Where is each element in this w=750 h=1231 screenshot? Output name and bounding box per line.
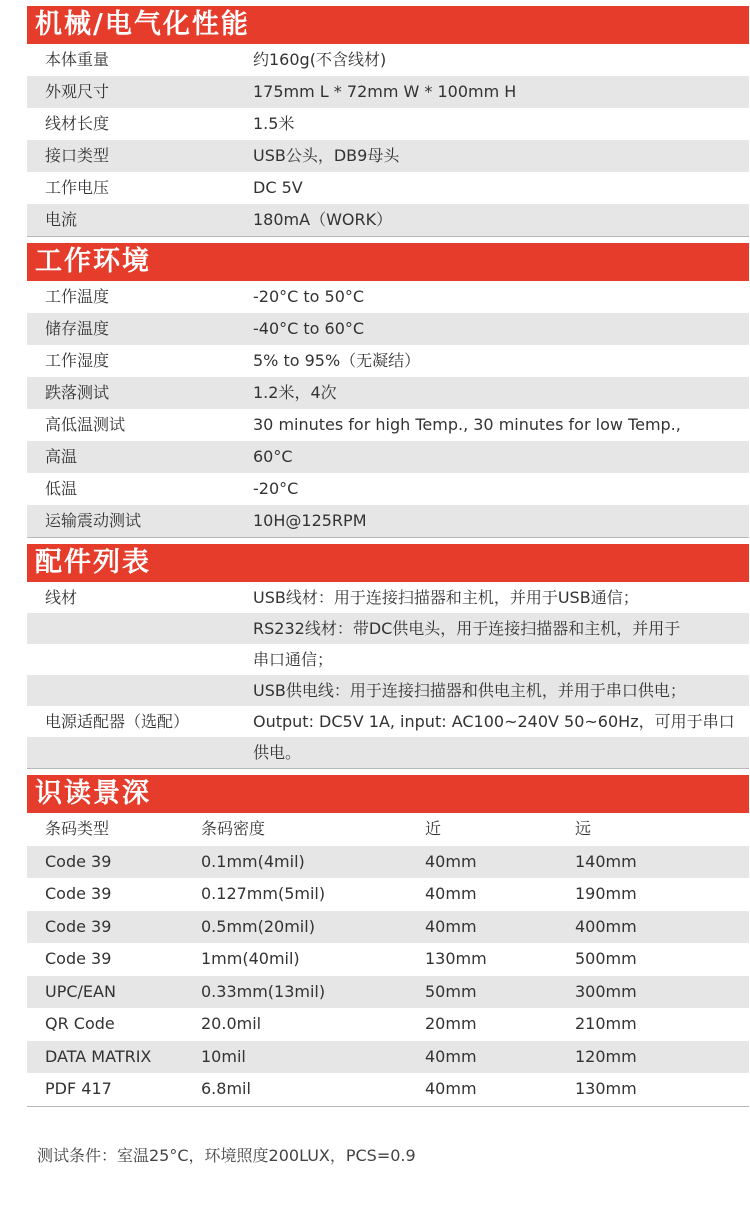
spec-value: 175mm L * 72mm W * 100mm H bbox=[253, 82, 517, 101]
spec-row bbox=[27, 281, 749, 313]
spec-row bbox=[27, 108, 749, 140]
table-cell: DATA MATRIX bbox=[45, 1046, 152, 1066]
section-title: 机械/电气化性能 bbox=[27, 6, 749, 44]
accessory-row bbox=[27, 675, 749, 706]
section-title: 识读景深 bbox=[27, 775, 749, 813]
column-header: 近 bbox=[425, 819, 442, 838]
accessory-label bbox=[27, 644, 253, 675]
table-cell: 50mm bbox=[425, 981, 477, 1001]
spec-value: -20°C to 50°C bbox=[253, 287, 365, 306]
table-cell: 0.127mm(5mil) bbox=[201, 884, 326, 903]
accessory-label: 线材 bbox=[45, 588, 78, 607]
spec-value: 1.5米 bbox=[253, 114, 295, 133]
table-cell: 10mil bbox=[201, 1046, 246, 1066]
table-cell: 20mm bbox=[425, 1014, 477, 1033]
spec-value: 30 minutes for high Temp., 30 minutes for low Temp., bbox=[253, 415, 681, 434]
table-cell: 40mm bbox=[425, 884, 477, 903]
table-cell: QR Code bbox=[45, 1014, 115, 1033]
spec-label: 本体重量 bbox=[45, 50, 110, 69]
spec-row bbox=[27, 140, 749, 172]
spec-label: 低温 bbox=[45, 479, 78, 498]
accessory-row bbox=[27, 582, 749, 613]
table-cell: 0.1mm(4mil) bbox=[201, 851, 305, 871]
spec-value: 1.2米，4次 bbox=[253, 383, 337, 402]
accessory-value: USB线材：用于连接扫描器和主机，并用于USB通信； bbox=[253, 588, 639, 607]
accessory-row bbox=[27, 613, 749, 644]
table-cell: 500mm bbox=[575, 949, 637, 968]
accessory-value: RS232线材：带DC供电头，用于连接扫描器和主机，并用于 bbox=[253, 619, 681, 638]
column-header: 远 bbox=[575, 819, 592, 838]
table-row bbox=[27, 911, 749, 944]
spec-row bbox=[27, 204, 749, 236]
accessory-value: USB供电线：用于连接扫描器和供电主机，并用于串口供电； bbox=[253, 681, 686, 700]
spec-row bbox=[27, 409, 749, 441]
spec-row bbox=[27, 377, 749, 409]
table-cell: Code 39 bbox=[45, 916, 112, 936]
table-cell: 140mm bbox=[575, 851, 637, 871]
table-cell: 0.5mm(20mil) bbox=[201, 916, 315, 936]
table-row bbox=[27, 846, 749, 879]
spec-label: 跌落测试 bbox=[45, 383, 110, 402]
table-cell: 40mm bbox=[425, 1046, 477, 1066]
spec-row bbox=[27, 345, 749, 377]
spec-value: USB公头，DB9母头 bbox=[253, 146, 400, 165]
spec-label: 工作湿度 bbox=[45, 351, 110, 370]
table-cell: 20.0mil bbox=[201, 1014, 262, 1033]
spec-label: 线材长度 bbox=[45, 114, 110, 133]
table-cell: 190mm bbox=[575, 884, 637, 903]
table-cell: 40mm bbox=[425, 916, 477, 936]
accessories-section bbox=[27, 544, 749, 769]
table-row bbox=[27, 976, 749, 1009]
spec-value: 5% to 95%（无凝结） bbox=[253, 351, 421, 370]
spec-row bbox=[27, 441, 749, 473]
spec-label: 储存温度 bbox=[45, 319, 110, 338]
depth-section bbox=[27, 775, 749, 1107]
spec-value: -40°C to 60°C bbox=[253, 319, 365, 338]
spec-label: 高低温测试 bbox=[45, 415, 126, 434]
accessory-value: Output: DC5V 1A, input: AC100~240V 50~60Hz，可用于串口 bbox=[253, 712, 735, 731]
spec-value: 约160g(不含线材) bbox=[253, 50, 387, 69]
table-row bbox=[27, 943, 749, 976]
table-cell: 6.8mil bbox=[201, 1079, 251, 1098]
section-title: 配件列表 bbox=[27, 544, 749, 582]
spec-label: 电流 bbox=[45, 210, 78, 229]
accessory-label bbox=[27, 613, 253, 644]
spec-value: DC 5V bbox=[253, 178, 303, 197]
spec-row bbox=[27, 473, 749, 505]
accessory-label: 电源适配器（选配） bbox=[45, 712, 190, 731]
accessory-row bbox=[27, 644, 749, 675]
mechanical-section bbox=[27, 6, 749, 237]
table-cell: 0.33mm(13mil) bbox=[201, 981, 326, 1001]
spec-label: 高温 bbox=[45, 447, 78, 466]
accessory-label bbox=[27, 737, 253, 768]
table-cell: 130mm bbox=[575, 1079, 637, 1098]
spec-row bbox=[27, 76, 749, 108]
table-header-row bbox=[27, 813, 749, 846]
spec-value: 10H@125RPM bbox=[253, 511, 367, 530]
accessory-value: 供电。 bbox=[253, 743, 302, 762]
table-cell: 40mm bbox=[425, 851, 477, 871]
spec-sheet bbox=[27, 6, 749, 1113]
test-conditions-note: 测试条件：室温25°C，环境照度200LUX，PCS=0.9 bbox=[37, 1146, 416, 1165]
spec-value: 60°C bbox=[253, 447, 293, 466]
accessory-label bbox=[27, 675, 253, 706]
table-cell: 130mm bbox=[425, 949, 487, 968]
column-header: 条码类型 bbox=[45, 819, 110, 838]
spec-row bbox=[27, 44, 749, 76]
table-row bbox=[27, 1073, 749, 1106]
table-cell: Code 39 bbox=[45, 884, 112, 903]
table-row bbox=[27, 1041, 749, 1074]
table-row bbox=[27, 878, 749, 911]
spec-row bbox=[27, 505, 749, 537]
table-cell: 1mm(40mil) bbox=[201, 949, 300, 968]
spec-label: 工作电压 bbox=[45, 178, 110, 197]
environment-section bbox=[27, 243, 749, 538]
table-cell: Code 39 bbox=[45, 851, 112, 871]
accessory-row bbox=[27, 737, 749, 768]
spec-row bbox=[27, 172, 749, 204]
accessory-value: 串口通信； bbox=[253, 650, 334, 669]
table-cell: Code 39 bbox=[45, 949, 112, 968]
spec-label: 接口类型 bbox=[45, 146, 110, 165]
accessory-row bbox=[27, 706, 749, 737]
table-cell: 400mm bbox=[575, 916, 637, 936]
spec-value: -20°C bbox=[253, 479, 299, 498]
table-cell: 210mm bbox=[575, 1014, 637, 1033]
spec-value: 180mA（WORK） bbox=[253, 210, 393, 229]
table-cell: UPC/EAN bbox=[45, 981, 116, 1001]
spec-label: 运输震动测试 bbox=[45, 511, 142, 530]
table-cell: PDF 417 bbox=[45, 1079, 112, 1098]
spec-label: 外观尺寸 bbox=[45, 82, 110, 101]
column-header: 条码密度 bbox=[201, 819, 266, 838]
table-cell: 300mm bbox=[575, 981, 637, 1001]
spec-row bbox=[27, 313, 749, 345]
section-title: 工作环境 bbox=[27, 243, 749, 281]
table-row bbox=[27, 1008, 749, 1041]
table-cell: 120mm bbox=[575, 1046, 637, 1066]
spec-label: 工作温度 bbox=[45, 287, 110, 306]
table-cell: 40mm bbox=[425, 1079, 477, 1098]
